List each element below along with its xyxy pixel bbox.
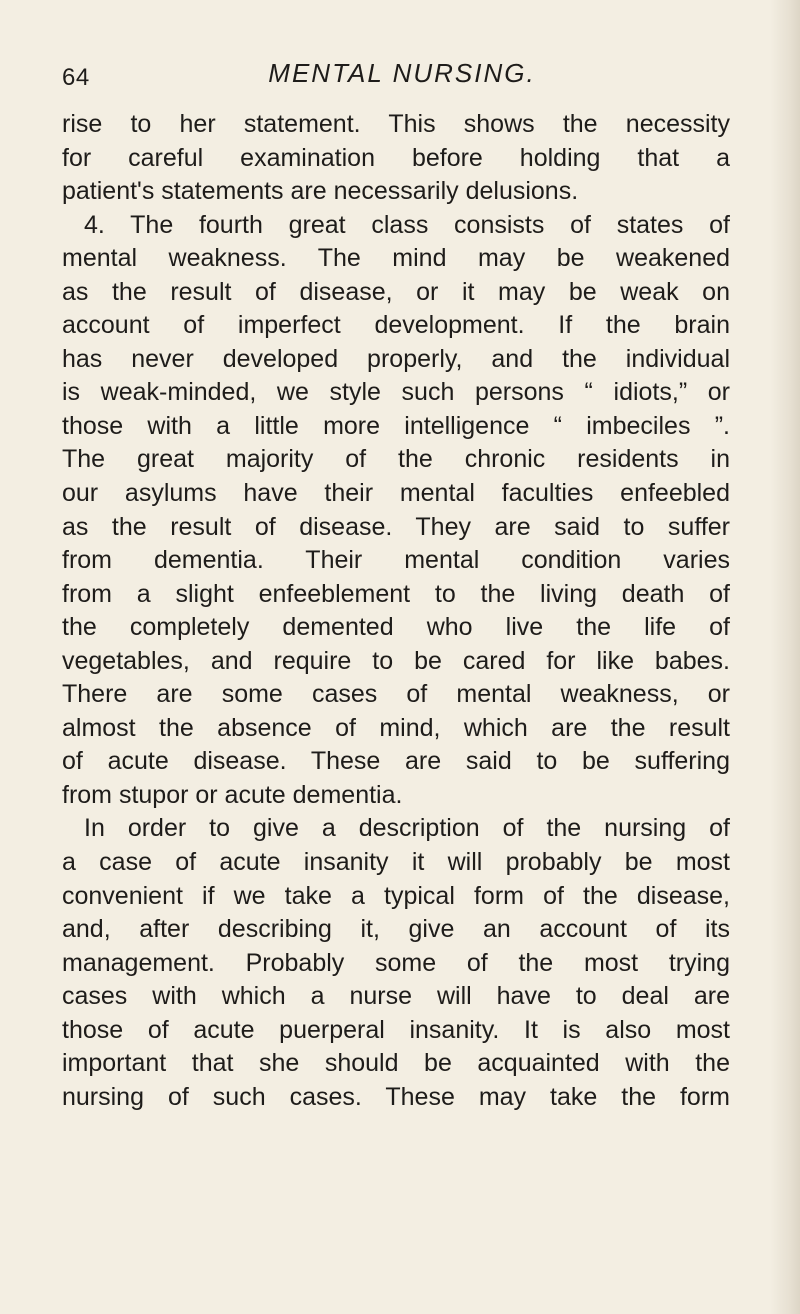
text-line: cases with which a nurse will have to deal are [62, 982, 730, 1011]
page-number: 64 [62, 64, 90, 91]
text-line: from stupor or acute dementia. [62, 780, 403, 809]
text-line: a case of acute insanity it will probably be most [62, 848, 730, 877]
text-line: mental weakness. The mind may be weakened [62, 244, 730, 273]
text-line: from a slight enfeeblement to the living death of [62, 579, 730, 608]
page-header [62, 58, 742, 98]
text-line: account of imperfect development. If the brain [62, 311, 730, 340]
text-line: of acute disease. These are said to be suffering [62, 747, 730, 776]
text-line: for careful examination before holding that a [62, 143, 730, 172]
text-line: those with a little more intelligence “ imbeciles ”. [62, 411, 730, 440]
text-line: 4. The fourth great class consists of states of [84, 210, 730, 239]
text-line: the completely demented who live the life of [62, 613, 730, 642]
text-line: vegetables, and require to be cared for like babes. [62, 646, 730, 675]
text-line: The great majority of the chronic residents in [62, 445, 730, 474]
text-line: is weak-minded, we style such persons “ idiots,” or [62, 378, 730, 407]
text-line: has never developed properly, and the individual [62, 344, 730, 373]
text-line: In order to give a description of the nursing of [84, 814, 730, 843]
text-line: management. Probably some of the most trying [62, 948, 730, 977]
text-line: from dementia. Their mental condition varies [62, 546, 730, 575]
text-line: our asylums have their mental faculties enfeebled [62, 479, 730, 508]
text-line: those of acute puerperal insanity. It is also most [62, 1015, 730, 1044]
text-line: rise to her statement. This shows the necessity [62, 110, 730, 138]
body-text [62, 108, 730, 1114]
running-title: MENTAL NURSING. [268, 58, 536, 88]
text-line: nursing of such cases. These may take the form [62, 1082, 730, 1111]
text-line: as the result of disease. They are said to suffer [62, 512, 730, 541]
text-line: almost the absence of mind, which are the result [62, 713, 730, 742]
text-line: patient's statements are necessarily delusions. [62, 177, 579, 206]
text-line: and, after describing it, give an account of its [62, 915, 730, 944]
text-line: as the result of disease, or it may be weak on [62, 277, 730, 306]
text-line: important that she should be acquainted with the [62, 1049, 730, 1078]
text-line: convenient if we take a typical form of the disease, [62, 881, 730, 910]
text-line: There are some cases of mental weakness, or [62, 680, 730, 709]
